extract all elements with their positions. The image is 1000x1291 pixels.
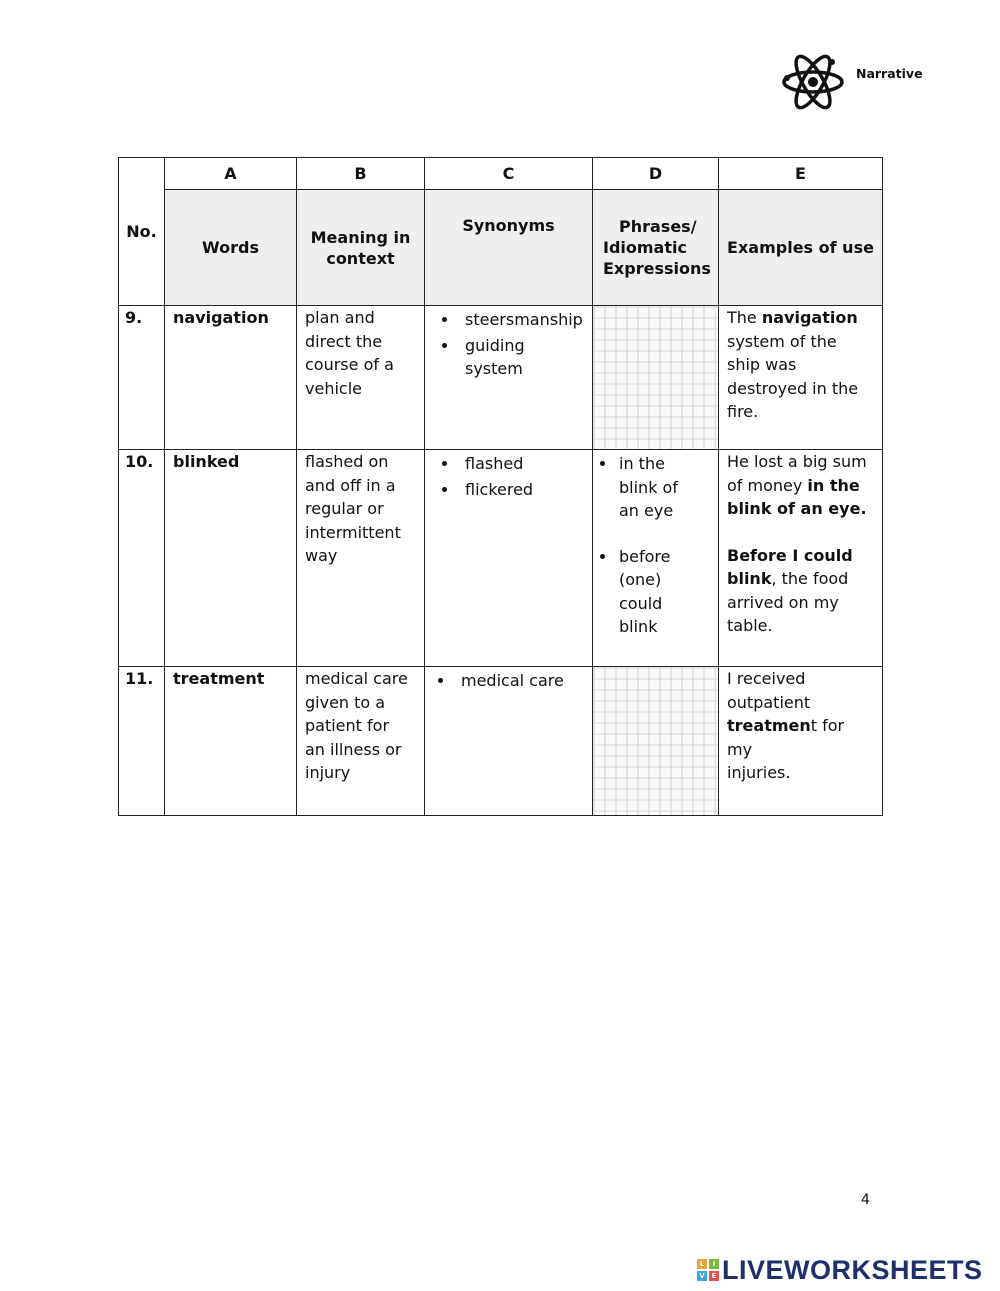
example: He lost a big sum of money in the blink of an eye. Before I could blink, the food arrived on my table.: [719, 450, 883, 667]
synonym-item: • flickered: [459, 478, 584, 502]
word: navigation: [165, 306, 297, 450]
row-number: 10.: [119, 450, 165, 667]
row-number: 9.: [119, 306, 165, 450]
word: blinked: [165, 450, 297, 667]
col-title-meaning: Meaning in context: [297, 190, 425, 306]
liveworksheets-icon: L I V E: [697, 1259, 719, 1281]
synonyms: [425, 450, 593, 667]
synonym-item: • guiding system: [459, 334, 584, 381]
example: The navigation system of the ship was destroyed in the fire.: [719, 306, 883, 450]
table-row: [119, 450, 883, 667]
header-letters-row: [119, 158, 883, 190]
synonym-item: • medical care: [455, 669, 584, 693]
phrase-item: • before (one) could blink: [617, 545, 710, 639]
col-letter-c: C: [425, 158, 593, 190]
col-header-no: No.: [119, 158, 165, 306]
page-number: 4: [861, 1192, 870, 1208]
table-row: [119, 667, 883, 816]
synonyms: [425, 306, 593, 450]
col-title-examples: Examples of use: [719, 190, 883, 306]
col-letter-b: B: [297, 158, 425, 190]
col-letter-d: D: [593, 158, 719, 190]
col-title-synonyms: Synonyms: [425, 190, 593, 306]
liveworksheets-logo: [697, 1255, 983, 1285]
example: I received outpatient treatment for my injuries.: [719, 667, 883, 816]
synonym-item: • steersmanship: [459, 308, 584, 332]
phrases-input-area[interactable]: [593, 306, 719, 450]
vocabulary-table: [118, 157, 883, 816]
brand-name: LIVEWORKSHEETS: [722, 1254, 983, 1285]
phrases: [593, 450, 719, 667]
phrase-item: • in the blink of an eye: [617, 452, 710, 523]
col-letter-a: A: [165, 158, 297, 190]
col-letter-e: E: [719, 158, 883, 190]
header-titles-row: [119, 190, 883, 306]
word: treatment: [165, 667, 297, 816]
phrases-input-area[interactable]: [593, 667, 719, 816]
atom-icon: [782, 54, 844, 110]
meaning: flashed on and off in a regular or intermittent way: [297, 450, 425, 667]
meaning: plan and direct the course of a vehicle: [297, 306, 425, 450]
row-number: 11.: [119, 667, 165, 816]
col-title-words: Words: [165, 190, 297, 306]
table-row: [119, 306, 883, 450]
header-label: Narrative: [856, 66, 923, 81]
meaning: medical care given to a patient for an illness or injury: [297, 667, 425, 816]
col-title-phrases: Phrases/ Idiomatic Expressions: [593, 190, 719, 306]
synonyms: [425, 667, 593, 816]
synonym-item: • flashed: [459, 452, 584, 476]
